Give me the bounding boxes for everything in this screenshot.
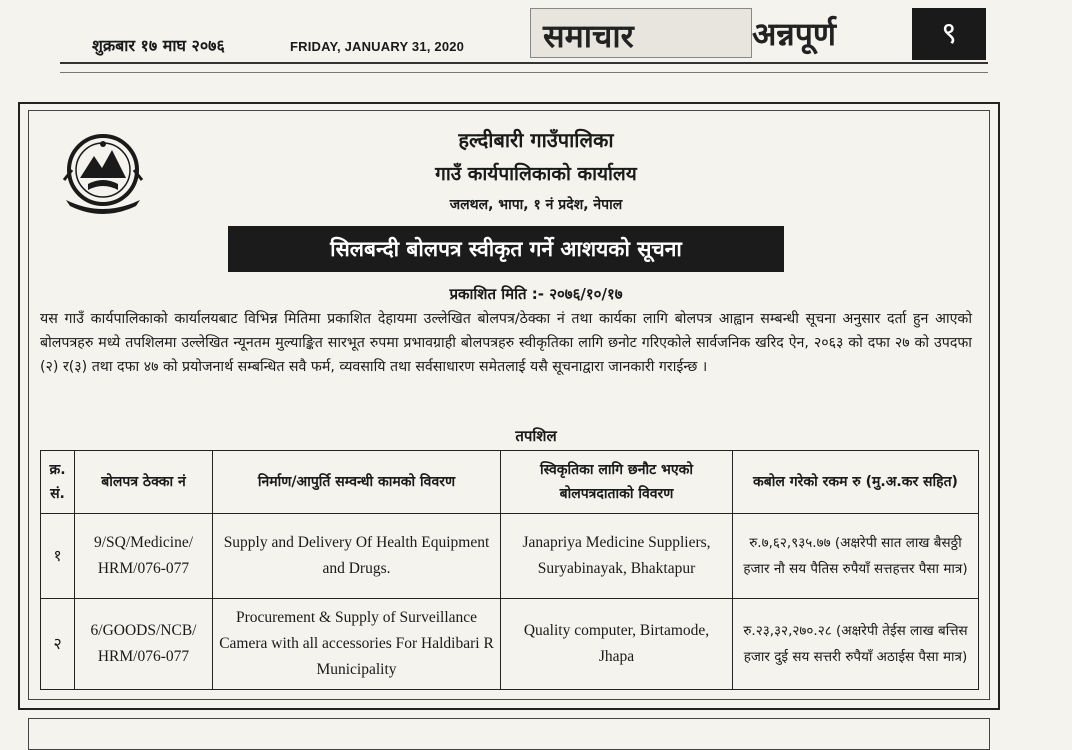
cell-bidder: Quality computer, Birtamode, Jhapa (501, 599, 733, 690)
office-name: गाउँ कार्यपालिकाको कार्यालय (435, 163, 637, 185)
cell-bidder: Janapriya Medicine Suppliers, Suryabinayak, Bhaktapur (501, 514, 733, 599)
masthead-rule (60, 62, 988, 64)
cell-serial: २ (41, 599, 75, 690)
cell-description: Supply and Delivery Of Health Equipment and Drugs. (213, 514, 501, 599)
header-description: निर्माण/आपुर्ति सम्वन्धी कामको विवरण (213, 451, 501, 514)
newspaper-masthead (0, 0, 1072, 70)
header-amount: कबोल गरेको रकम रु (मु.अ.कर सहित) (733, 451, 979, 514)
cell-contract-no: 6/GOODS/NCB/ HRM/076-077 (75, 599, 213, 690)
table-row (41, 599, 979, 690)
page-number: ९ (941, 16, 957, 51)
cell-amount: रु.२३,३२,२७०.२८ (अक्षरेपी तेईस लाख बत्तिस हजार दुई सय सत्तरी रुपैयाँ अठाईस पैसा मात्र) (733, 599, 979, 690)
table-row (41, 514, 979, 599)
notice-body: यस गाउँ कार्यपालिकाको कार्यालयबाट विभिन्न मितिमा प्रकाशित देहायमा उल्लेखित बोलपत्र/ठेक्का नं तथा कार्यका लागि बोलपत्र आह्वान सम्बन्धी सूचना अनुसार दर्ता हुन आएको बोलपत्रहरु मध्ये तपशिलमा उल्लेखित न्यूनतम मुल्याङ्कित सारभूत रुपमा प्रभावग्राही बोलपत्रहरु स्वीकृतिका लागि छनोट गरिएकोले सार्वजनिक खरिद ऐन, २०६३ को दफा २७ को उपदफा (२) र(३) तथा दफा ४७ को प्रयोजनार्थ सम्बन्धित सवै फर्म, व्यवसायि तथा सर्वसाधारण समेतलाई यसै सूचनाद्वारा जानकारी गराईन्छ । (40, 311, 972, 375)
header-contract-no: बोलपत्र ठेक्का नं (75, 451, 213, 514)
cell-amount: रु.७,६२,९३५.७७ (अक्षरेपी सात लाख बैसठ्ठी हजार नौ सय पैतिस रुपैयाँ सत्तहत्तर पैसा मात्र) (733, 514, 979, 599)
header-bidder: स्विकृतिका लागि छनौट भएको बोलपत्रदाताको विवरण (501, 451, 733, 514)
date-english: FRIDAY, JANUARY 31, 2020 (290, 39, 465, 54)
bid-table (40, 450, 979, 690)
section-label: समाचार (543, 17, 634, 55)
notice-title: सिलबन्दी बोलपत्र स्वीकृत गर्ने आशयको सूचना (330, 237, 682, 261)
next-notice-frame (28, 718, 990, 750)
cell-contract-no: 9/SQ/Medicine/ HRM/076-077 (75, 514, 213, 599)
cell-serial: १ (41, 514, 75, 599)
table-header-row (41, 451, 979, 514)
header-serial: क्र. सं. (41, 451, 75, 514)
published-date: प्रकाशित मिति :- २०७६/१०/१७ (449, 285, 623, 303)
office-address: जलथल, भापा, १ नं प्रदेश, नेपाल (449, 197, 623, 213)
table-heading: तपशिल (515, 427, 557, 445)
cell-description: Procurement & Supply of Surveillance Camera with all accessories For Haldibari R Municipality (213, 599, 501, 690)
masthead-rule-thin (60, 72, 988, 73)
org-name: हल्दीबारी गाउँपालिका (458, 128, 614, 152)
newspaper-name: अन्नपूर्ण (752, 15, 837, 53)
date-nepali: शुक्रबार १७ माघ २०७६ (92, 36, 225, 55)
